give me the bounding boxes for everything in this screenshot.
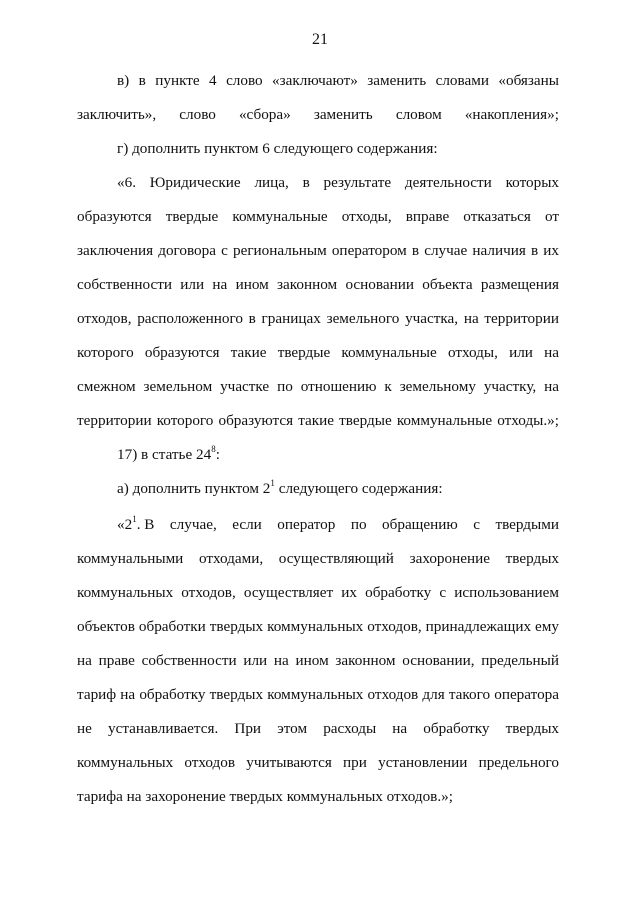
text-line: образуются твердые коммунальные отходы, вправе отказаться от (77, 208, 559, 225)
text-line: объектов обработки твердых коммунальных отходов, принадлежащих ему (77, 618, 559, 635)
text-line: не устанавливается. При этом расходы на обработку твердых (77, 720, 559, 737)
text-line: заключить», слово «сбора» заменить словом «накопления»; (77, 106, 559, 123)
text-line (117, 445, 559, 465)
text-line: заключения договора с региональным оператором в случае наличия в их (77, 242, 559, 259)
text-line: территории которого образуются такие твердые коммунальные отходы.»; (77, 412, 559, 429)
text-line: «6. Юридические лица, в результате деятельности которых (117, 174, 559, 191)
superscript: 1 (270, 477, 275, 488)
text-fragment: : (215, 446, 220, 463)
page-number: 21 (312, 31, 328, 48)
text-fragment: 17) в статье 24 (117, 446, 212, 463)
text-fragment: следующего содержания: (274, 480, 443, 497)
text-line: которого образуются такие твердые коммунальные отходы, или на (77, 344, 559, 361)
text-line: коммунальных отходов учитываются при установлении предельного (77, 754, 559, 771)
text-line: на праве собственности или на ином законном основании, предельный (77, 652, 559, 669)
text-line: коммунальных отходов, осуществляет их обработку с использованием (77, 584, 559, 601)
superscript: 1 (132, 513, 137, 524)
text-line: отходов, расположенного в границах земельного участка, на территории (77, 310, 559, 327)
text-line: тариф на обработку твердых коммунальных отходов для такого оператора (77, 686, 559, 703)
text-fragment: а) дополнить пунктом 2 (117, 480, 271, 497)
text-line: тарифа на захоронение твердых коммунальных отходов.»; (77, 788, 453, 805)
text-line: смежном земельном участке по отношению к земельному участку, на (77, 378, 559, 395)
text-line: в) в пункте 4 слово «заключают» заменить словами «обязаны (117, 72, 559, 89)
superscript: 8 (211, 443, 216, 454)
text-fragment: «2 (117, 516, 133, 533)
text-line (117, 479, 559, 499)
text-line: собственности или на ином законном основании объекта размещения (77, 276, 559, 293)
text-line: г) дополнить пунктом 6 следующего содержания: (117, 140, 438, 157)
text-line: коммунальными отходами, осуществляющий захоронение твердых (77, 550, 559, 567)
text-line: «$2^1$. В случае, если оператор по обращению с твердыми (117, 513, 559, 533)
